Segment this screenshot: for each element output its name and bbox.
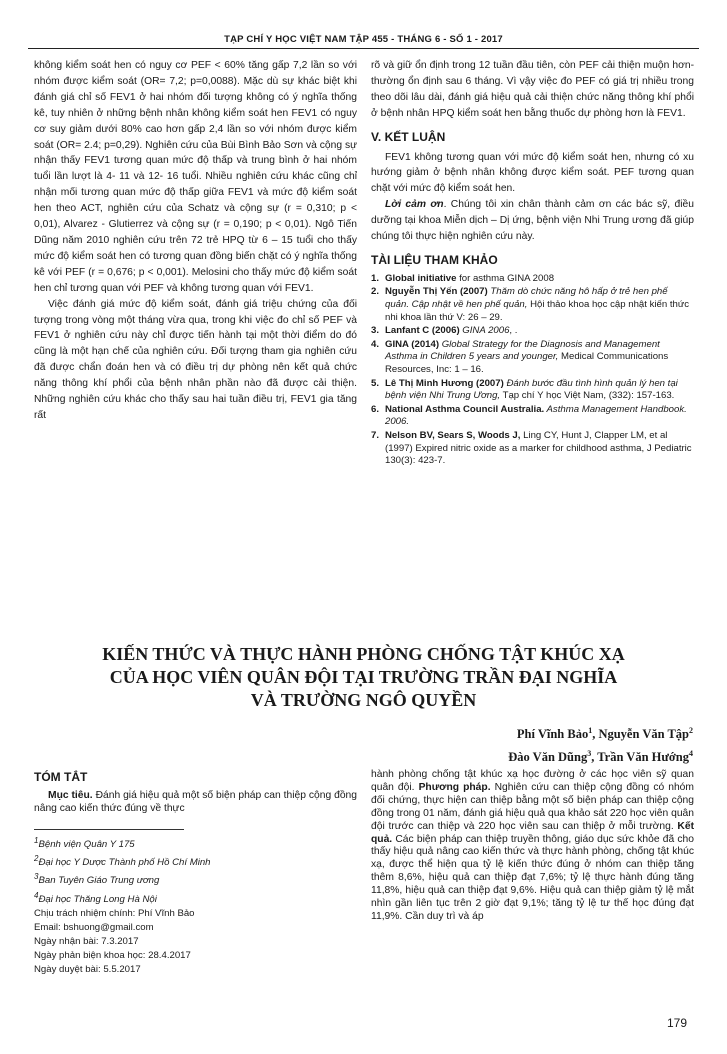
reference-author: Lê Thị Minh Hương (2007) — [385, 377, 504, 389]
left-column — [34, 58, 357, 424]
reference-number: 1. — [371, 272, 380, 284]
footnote-affiliation — [34, 889, 357, 907]
author-name: Đào Văn Dũng — [508, 750, 588, 765]
reference-item — [371, 339, 694, 377]
footnote-text: Bệnh viện Quân Y 175 — [38, 839, 135, 851]
footnotes — [34, 834, 357, 977]
footnote-affiliation — [34, 870, 357, 888]
reference-author: Nguyễn Thị Yến (2007) — [385, 286, 488, 298]
reference-list — [371, 273, 694, 468]
method-text: Nghiên cứu can thiệp cộng đồng có nhóm đối chứng, thực hiện can thiệp bằng một số biện pháp can thiệp cộng đồng trong 01 năm, đánh giá hiệu quả qua khảo sát 220 học viên quân đội trước can thiệp và 220 học viên sau can thiệp ở mỗi trường. — [371, 781, 694, 832]
review-date: Ngày phản biện khoa học: 28.4.2017 — [34, 949, 191, 961]
title-line: CỦA HỌC VIÊN QUÂN ĐỘI TẠI TRƯỜNG TRẦN ĐẠI NGHĨA — [109, 667, 618, 687]
authors-line-2 — [508, 744, 693, 767]
reference-title: GINA 2006 — [459, 325, 510, 337]
header-rule — [28, 48, 699, 49]
reference-title: Global Strategy for the Diagnosis and Management Asthma in Children 5 years and younger, — [385, 338, 660, 363]
reference-rest: Tạp chí Y học Việt Nam, (332): 157-163. — [500, 390, 675, 402]
objective-label: Mục tiêu. — [48, 790, 93, 801]
reference-item — [371, 404, 694, 429]
reference-number: 4. — [371, 338, 380, 350]
acknowledgement-text: . Chúng tôi xin chân thành cảm ơn các bác sỹ, điều dưỡng tại khoa Miễn dịch – Dị ứng, bệnh viện Nhi Trung ương đã giúp chúng tôi thực hiện nghiên cứu này. — [371, 199, 694, 243]
title-line: VÀ TRƯỜNG NGÔ QUYỀN — [250, 690, 477, 710]
reference-rest: Hội thảo khoa học cập nhật kiến thức nhi khoa lần thứ V: 26 – 29. — [385, 299, 690, 323]
acknowledgement — [371, 197, 694, 245]
footnote-affiliation — [34, 834, 357, 852]
received-date: Ngày nhận bài: 7.3.2017 — [34, 935, 139, 947]
reference-author: Lanfant C (2006) — [385, 325, 460, 337]
conclusion-heading: V. KẾT LUẬN — [371, 129, 446, 144]
author-name: Nguyễn Văn Tập — [598, 727, 689, 742]
page-number: 179 — [666, 1016, 687, 1030]
reference-title: Thăm dò chức năng hô hấp ở trẻ hen phế quản. Cập nhật về hen phế quản, — [385, 286, 668, 311]
reference-item — [371, 325, 694, 338]
reference-item — [371, 378, 694, 403]
reference-author: Global initiative — [385, 272, 457, 284]
reference-number: 7. — [371, 430, 380, 441]
reference-item — [371, 286, 694, 324]
reference-number: 5. — [371, 377, 380, 389]
right-paragraph-1: rõ và giữ ổn định trong 12 tuần đầu tiên, còn PEF cải thiện muộn hơn- thường ổn định sau 6 tháng. Vì vậy việc đo PEF có giá trị nhiều trong theo dõi lâu dài, đánh giá hiệu quả cải thiện chức năng thông khí phổi ở bệnh nhân HPQ kiểm soát hen bằng thuốc dự phòng hơn là FEV1. — [371, 60, 694, 119]
title-line: KIẾN THỨC VÀ THỰC HÀNH PHÒNG CHỐNG TẬT KHÚC XẠ — [102, 644, 625, 664]
approval-date: Ngày duyệt bài: 5.5.2017 — [34, 963, 141, 975]
article-title — [40, 643, 687, 712]
footnote-mark: 4 — [34, 890, 39, 900]
reference-item — [371, 273, 694, 286]
footnote-mark: 2 — [34, 854, 39, 864]
reference-author: National Asthma Council Australia. — [385, 403, 545, 415]
authors-line-1 — [508, 721, 693, 744]
summary-objective — [34, 789, 357, 815]
left-paragraph-2: Việc đánh giá mức độ kiểm soát, đánh giá triệu chứng của đối tượng trong vòng một tháng vừa qua, trong khi việc đo chỉ số PEF và FEV1 ở nghiên cứu này chỉ được tiến hành tại một thời điểm do đó cũng là một hạn chế của nghiên cứu. Đối tượng tham gia nghiên cứu đã được chẩn đoán hen và có điều trị dự phòng nên kết quả chức năng thông khí phổi của bệnh nhân phần nào đã được cải thiện. Những nghiên cứu khác cho thấy sau hai tuần điều trị, FEV1 gia tăng rất — [34, 298, 357, 421]
acknowledgement-label: Lời cảm ơn — [385, 199, 444, 211]
references-heading: TÀI LIỆU THAM KHẢO — [371, 252, 498, 267]
reference-number: 6. — [371, 403, 380, 415]
right-column — [371, 58, 694, 469]
reference-title: Đánh bước đầu tình hình quản lý hen tại bệnh viện Nhi Trung Ương, — [385, 377, 678, 402]
reference-rest: Medical Communications Resources, Inc: 1 – 16. — [385, 351, 669, 376]
abstract-left — [34, 771, 357, 977]
left-paragraph-1: không kiểm soát hen có nguy cơ PEF < 60% tăng gấp 7,2 lần so với nhóm được kiểm soát (OR= 7,2; p=0,0088). Mặc dù sự khác biệt khi đánh giá chỉ số FEV1 ở hai nhóm đối tượng không có ý nghĩa thống kê, tuy nhiên ở những bệnh nhân không kiểm soát hen FEV1 có nguy cơ suy giảm dưới 80% cao hơn gấp 2,4 lần so với nhóm được kiểm soát (OR= 2.4; p=0,29). Nghiên cứu của Bùi Bình Bảo Sơn và cộng sự nhận thấy FEV1 tương quan mức độ thấp và trung bình ở hai nhóm tuổi lần lượt là 4- 11 và 12- 16 tuổi. Nhiều nghiên cứu khác cũng chỉ nhận mối tương quan mức độ thấp giữa FEV1 và mức độ kiểm soát hen theo ACT, nghiên cứu của Schatz và cộng sự (r = 0,310; p < 0,01), Alvarez - Glutierrez và cộng sự (r = 0,190; p < 0,01). Ngô Tiến Dũng năm 2010 nghiên cứu trên 72 trẻ HPQ từ 6 – 15 tuổi cho thấy mức độ kiểm soát hen có tương quan đồng biến chặt có ý nghĩa thống kê với PEF (r = 0,676; p < 0,001). Melosini cho thấy mức độ kiểm soát hen chỉ tương quan với PEF và không tương quan với FEV1. — [34, 60, 357, 294]
footnote-text: Đại học Thăng Long Hà Nội — [38, 893, 157, 905]
footnote-rule — [34, 829, 184, 830]
email-line: Email: bshuong@gmail.com — [34, 921, 154, 933]
abstract-right — [371, 769, 694, 924]
reference-rest: for asthma GINA 2008 — [456, 272, 555, 284]
footnote-text: Ban Tuyên Giáo Trung ương — [38, 875, 160, 887]
reference-author: Nelson BV, Sears S, Woods J, — [385, 430, 521, 441]
author-separator: , — [592, 727, 599, 742]
method-label: Phương pháp. — [418, 781, 491, 793]
reference-rest: Ling CY, Hunt J, Clapper LM, et al (1997) Expired nitric oxide as a marker for childhood asthma, J Pediatric 130(3): 423-7. — [385, 430, 692, 467]
reference-author: GINA (2014) — [385, 338, 440, 350]
footnote-mark: 1 — [34, 836, 39, 845]
author-affiliation-mark: 3 — [587, 749, 592, 759]
journal-header: TẠP CHÍ Y HỌC VIỆT NAM TẬP 455 - THÁNG 6 - SỐ 1 - 2017 — [224, 34, 503, 45]
author-block — [508, 721, 693, 767]
result-label: Kết quả. — [371, 820, 694, 845]
author-name: Trần Văn Hướng — [597, 750, 689, 765]
reference-number: 2. — [371, 286, 380, 298]
author-affiliation-mark: 1 — [588, 726, 593, 735]
summary-continued: hành phòng chống tật khúc xạ học đường ở các học viên sỹ quan quân đội. — [371, 769, 694, 793]
reference-rest: , . — [509, 325, 518, 337]
author-affiliation-mark: 2 — [689, 726, 693, 735]
footnote-affiliation — [34, 852, 357, 870]
conclusion-text: FEV1 không tương quan với mức độ kiểm soát hen, nhưng có xu hướng giảm ở bệnh nhân không được kiểm soát. PEF tương quan chặt với mức độ kiểm soát hen. — [371, 151, 694, 195]
objective-text: Đánh giá hiệu quả một số biện pháp can thiệp cộng đồng nâng cao kiến thức đúng về thực — [34, 790, 358, 814]
author-separator: , — [591, 750, 598, 765]
author-affiliation-mark: 4 — [689, 749, 693, 759]
responsible-author: Chịu trách nhiệm chính: Phí Vĩnh Bảo — [34, 907, 195, 919]
reference-number: 3. — [371, 325, 380, 337]
reference-title: Asthma Management Handbook. 2006. — [385, 403, 687, 428]
footnote-text: Đại học Y Dược Thành phố Hồ Chí Minh — [38, 857, 211, 869]
summary-heading: TÓM TẮT — [34, 770, 88, 784]
reference-item — [371, 430, 694, 468]
result-text: Các biện pháp can thiệp truyền thông, giáo dục sức khỏe đã cho thấy hiệu quả nâng cao kiến thức và thực hành phòng, chống tật khúc xạ, được thể hiện qua tỷ lệ kiến thức đúng ở nhóm can thiệp tăng thêm 8,6%, hiệu quả can thiệp đạt 7,6%; tỷ lệ thực hành đúng tăng 11,8%, hiệu quả can thiệp đạt 9,6%. Hiệu quả can thiệp giảm tỷ lệ mắt nhìn gần liên tục trên 2 giờ đạt 9,1%; tăng tỷ lệ tư thế học đúng đạt 11,9%. Cần duy trì và áp — [371, 833, 694, 922]
author-name: Phí Vĩnh Bảo — [516, 727, 589, 742]
footnote-mark: 3 — [34, 872, 39, 882]
